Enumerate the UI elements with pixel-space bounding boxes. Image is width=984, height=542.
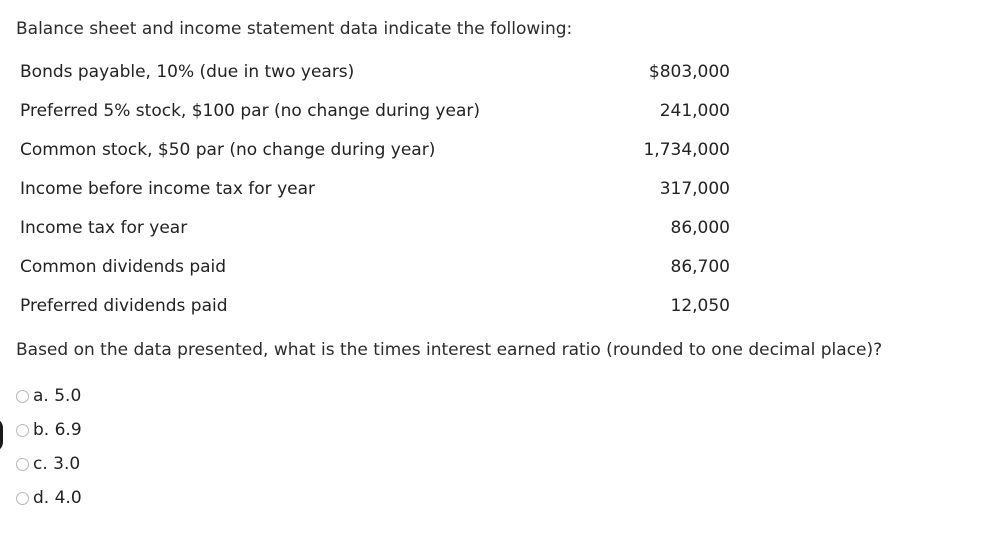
table-row: [20, 210, 732, 249]
row-value: 86,000: [670, 218, 730, 238]
question-text: Based on the data presented, what is the times interest earned ratio (rounded to one decimal place)?: [16, 340, 883, 360]
radio-button-a[interactable]: [16, 390, 29, 403]
table-row: [20, 171, 732, 210]
row-label: Preferred 5% stock, $100 par (no change during year): [20, 101, 480, 121]
side-tab-marker: [0, 418, 3, 452]
table-row: [20, 132, 732, 171]
row-label: Common dividends paid: [20, 257, 227, 277]
row-value: 86,700: [670, 257, 730, 277]
data-table: [20, 54, 732, 327]
radio-button-c[interactable]: [16, 458, 29, 471]
row-label: Common stock, $50 par (no change during year): [20, 140, 436, 160]
row-value: 241,000: [659, 101, 730, 121]
row-value: 317,000: [659, 179, 730, 199]
row-value: 1,734,000: [643, 140, 730, 160]
row-label: Preferred dividends paid: [20, 296, 228, 316]
option-label[interactable]: b. 6.9: [33, 420, 82, 440]
radio-button-d[interactable]: [16, 492, 29, 505]
row-label: Bonds payable, 10% (due in two years): [20, 62, 355, 82]
intro-text: Balance sheet and income statement data indicate the following:: [16, 19, 573, 39]
row-value: 12,050: [670, 296, 730, 316]
row-label: Income tax for year: [20, 218, 188, 238]
table-row: [20, 93, 732, 132]
option-label[interactable]: c. 3.0: [33, 454, 81, 474]
row-value: $803,000: [648, 62, 730, 82]
option-label[interactable]: d. 4.0: [33, 488, 82, 508]
table-row: [20, 288, 732, 327]
row-label: Income before income tax for year: [20, 179, 315, 199]
option-label[interactable]: a. 5.0: [33, 386, 82, 406]
table-row: [20, 249, 732, 288]
radio-button-b[interactable]: [16, 424, 29, 437]
table-row: [20, 54, 732, 93]
